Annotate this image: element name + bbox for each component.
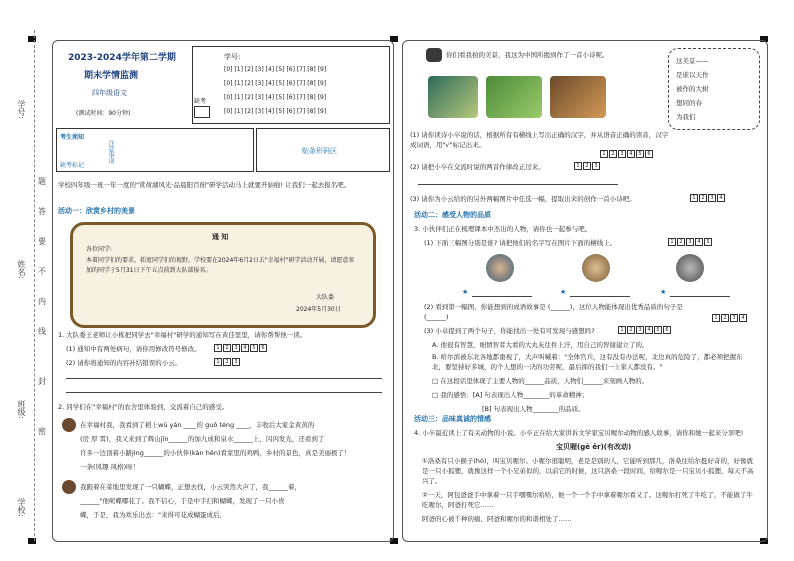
question-1a: (1) 通知中有两处病句，请你用修改符号修改。 — [66, 345, 201, 353]
paragraph-line: 我跟着在菜地里发现了一只蝴蝶，正想去找，小云突然大声了，我______着， — [80, 483, 301, 491]
student-id-grid-label: 学号: — [224, 53, 241, 61]
poem-line: 这美景—— — [676, 57, 709, 65]
story-title: 宝贝喔(gē ěr)(有改动) — [556, 443, 632, 451]
sentence-c1: □ 在这段话里体现了主要人物的______品质，人物们______来刻画人物的。 — [432, 377, 649, 385]
notice-greeting: 各位同学: — [86, 246, 113, 253]
notice-signature: 大队委 — [316, 294, 335, 301]
right-q1b: (2) 请把小卒在交流时说的两首作律改正过来。 — [410, 163, 545, 171]
notice-title: 考生须知 — [60, 134, 85, 141]
absent-mark-label: 缺考标记 — [60, 162, 85, 169]
exam-time: (测试时间：90分钟) — [76, 110, 131, 117]
question-2: 2. 同学们在"幸福村"的农舍里体验到，交流着自己的感受。 — [58, 403, 229, 411]
right-q1c: (3) 请你为小云给的的另外两幅图片中任选一幅，提取出来的创作一首小诗吧。 — [410, 195, 636, 203]
seal-char: 内 — [38, 297, 46, 306]
activity-3-heading: 活动三：品味真诚的情感 — [414, 415, 491, 423]
notice-heading: 通 知 — [212, 233, 229, 241]
score-boxes[interactable]: 1 2 3 — [574, 162, 601, 170]
score-boxes[interactable]: 1 2 3 — [214, 358, 241, 366]
activity-2-heading: 活动二：感受人物的品质 — [414, 211, 491, 219]
story-paragraph: 阿爸的心被千种的痛，阿爸和喔尔的和谐相处了…… — [422, 515, 572, 523]
photo-forest — [428, 76, 478, 118]
poem-line: 是谁以天作 — [676, 71, 709, 79]
poem-line: 想同的春 — [676, 99, 702, 107]
paragraph-line: 一条(风趣 风格)呀！ — [80, 463, 140, 471]
seal-char: 要 — [38, 237, 46, 246]
student-avatar — [62, 418, 76, 432]
digit-row[interactable]: [0] [1] [2] [3] [4] [5] [6] [7] [8] [9] — [224, 108, 327, 115]
student-id-label: 学号: — [17, 100, 26, 119]
paragraph-line: (房 厚 霄)，我又来到了辉山jīn______的加九成和泉水______上，闪闪发光，还看到了 — [80, 435, 325, 443]
paragraph-line: 在幸福村我，我看到了稻上wū yán ____的 guō téng ____，丰收后大家金黄黄的 — [80, 421, 315, 429]
seal-char: 线 — [38, 327, 46, 336]
question-3b: (2) 看到第一幅图，你能想到的成语故事是 (______)，这位人物能体现出优秀品质的句子是 (______) — [424, 303, 683, 321]
star-icon: ★ — [462, 288, 469, 296]
answer-line[interactable] — [472, 296, 532, 297]
question-3c: (3) 小卓提到了两个句子，你能找出一处有可发现与感想吗? — [424, 327, 595, 335]
answer-line[interactable] — [418, 184, 618, 185]
score-boxes[interactable]: 1 2 3 4 5 6 — [600, 150, 654, 158]
poem-line: 被作的大树 — [676, 85, 709, 93]
right-q1a: (1) 请你读诗小卒说的话，根据所有有横线上写出正确的汉字，并从语音正确的读音，汉字成词语，用"√"标记出来。 — [410, 131, 669, 149]
seal-char: 不 — [38, 267, 46, 276]
portrait-2 — [582, 254, 610, 282]
score-boxes[interactable]: 1 2 3 4 5 — [668, 238, 713, 246]
class-label: 班级: — [17, 400, 26, 419]
story-paragraph: ②一天，阿包爸爸手中拿着一只手嘿嘿尔哈哈，他一个一个手中拿着喔尔看又了。这喔尔打死了牛吃了，不能做了牛吃喔尔，阿爸打死它…… — [422, 491, 753, 509]
seal-char: 答 — [38, 207, 46, 216]
score-boxes[interactable]: 1 2 3 4 5 6 — [618, 326, 672, 334]
answer-line[interactable] — [66, 378, 382, 379]
answer-line[interactable] — [670, 296, 730, 297]
portrait-3 — [676, 254, 704, 282]
speech-text: 你们看我拍的美景，我这为中国所揭到作了一首小诗呢。 — [446, 51, 609, 59]
digit-row[interactable]: [0] [1] [2] [3] [4] [5] [6] [7] [8] [9] — [224, 94, 327, 101]
question-4: 4. 小卒最近读上了有关动物的小说。小卒正在给大家讲诉文学家宝贝喔尔动物的感人故事，请你和她一起来分享吧! — [414, 429, 744, 437]
seal-char: 密 — [38, 427, 46, 436]
question-3a: (1) 下面三幅图分别是谁? 请把他们的名字写在图片下面的横线上。 — [424, 239, 617, 247]
notice-box — [56, 128, 254, 172]
exam-title: 期末学情监测 — [84, 71, 139, 81]
story-paragraph: ①洛桑有只小猴子(hó)，叫宝贝喔尔。小喔尔很聪明，老是是别的人，它能听到那几，洛桑往给尔挺好奇的，好像就是一只小狐狸，就像这样一个小兄弟似的，以前它的时候，这只洛桑一段时间，给喔尔是一只宝贝小狐狸，每天不高兴了。 — [422, 457, 754, 485]
notice-body: 本着同学们的要求，拓宽同学们的视野，学校要在2024年6月2日去"幸福村"研学活动开展，请愿意参加的同学于5月31日下午五点前到大队部报名。 — [86, 257, 355, 274]
question-3: 3. 小伙伴们正在梳理课本中杰出的人物，请你也一起参与吧。 — [414, 225, 592, 233]
binding-line — [34, 30, 35, 541]
score-boxes[interactable]: 1 2 3 4 5 6 — [214, 344, 268, 352]
question-1: 1. 大队委王老师让小栋把同学去"幸福村"研学的通知写在黄佳里里，请你帮帮他一读。 — [58, 331, 307, 339]
star-icon: ★ — [660, 288, 667, 296]
notice-date: 2024年5月30日 — [296, 306, 341, 313]
digit-row[interactable]: [0] [1] [2] [3] [4] [5] [6] [7] [8] [9] — [224, 80, 327, 87]
exam-year: 2023-2024学年第二学期 — [68, 53, 176, 63]
intro-text: 学校四年级一班一年一度的"赏荷湖风光·品晨阳百佃"研学活动马上就要开始啦! 让我们一起去报名吧。 — [58, 181, 351, 189]
paragraph-line: ______"他呢蝶哪花了。我不信心，于是中手扫和蝴蝶，发现了一只小贵 — [80, 497, 285, 505]
star-icon: ★ — [560, 288, 567, 296]
barcode-label: 贴条形码区 — [302, 147, 337, 155]
absent-box[interactable] — [194, 106, 210, 118]
portrait-1 — [486, 254, 514, 282]
paragraph-line: 蝶，于是，我为欢乐出去："来得可花成蝴蛋成后， — [80, 511, 226, 519]
exam-grade: 四年级语文 — [92, 89, 127, 97]
student-avatar — [62, 480, 76, 494]
score-boxes[interactable]: 1 2 3 4 — [690, 194, 726, 202]
answer-line[interactable] — [570, 296, 630, 297]
seal-char: 题 — [38, 177, 46, 186]
activity-1-heading: 活动一：欣赏乡村的美景 — [58, 207, 135, 215]
sentence-b: B. 哈尔滨被东北各地都重视了，大声叫喊着："全体官兵，这有没有办法呢，北边真的危险了，都必须把握东北，要坚持好多城，的个人想的一决的功劳呢，最后挥的我们一上家人都没有。" — [432, 353, 743, 371]
paragraph-line: 许多一边顶着小路jìng______的小伙伴(kàn hēn)看家里的鸡鸭，乡村的景色，真是美丽极了！ — [80, 449, 351, 457]
question-1b: (2) 请你将通知的内容补结错误的小云。 — [66, 359, 182, 367]
notice-note: 注意事项 — [107, 140, 114, 164]
digit-row[interactable]: [0] [1] [2] [3] [4] [5] [6] [7] [8] [9] — [224, 66, 327, 73]
answer-line[interactable] — [66, 392, 382, 393]
photo-garden — [550, 76, 606, 118]
absent-label: 缺考 — [194, 98, 207, 105]
sentence-c2: □ 我的感悟：[A] 句表现出人物________的革命精神； — [432, 391, 589, 399]
score-boxes[interactable]: 1 2 3 4 — [712, 314, 748, 322]
poem-line: 为我们 — [676, 113, 696, 121]
name-label: 姓名: — [17, 260, 26, 279]
sentence-c3: [B] 句表现出人物________的品质。 — [482, 405, 585, 413]
school-label: 学校: — [17, 498, 26, 517]
photo-tree — [486, 76, 542, 118]
sentence-a: A. 他很有智慧，细情智者大看的大丸灰往件上汗，用自己的智谢建立了的。 — [432, 341, 649, 349]
seal-char: 封 — [38, 377, 46, 386]
teacher-avatar — [426, 48, 442, 62]
